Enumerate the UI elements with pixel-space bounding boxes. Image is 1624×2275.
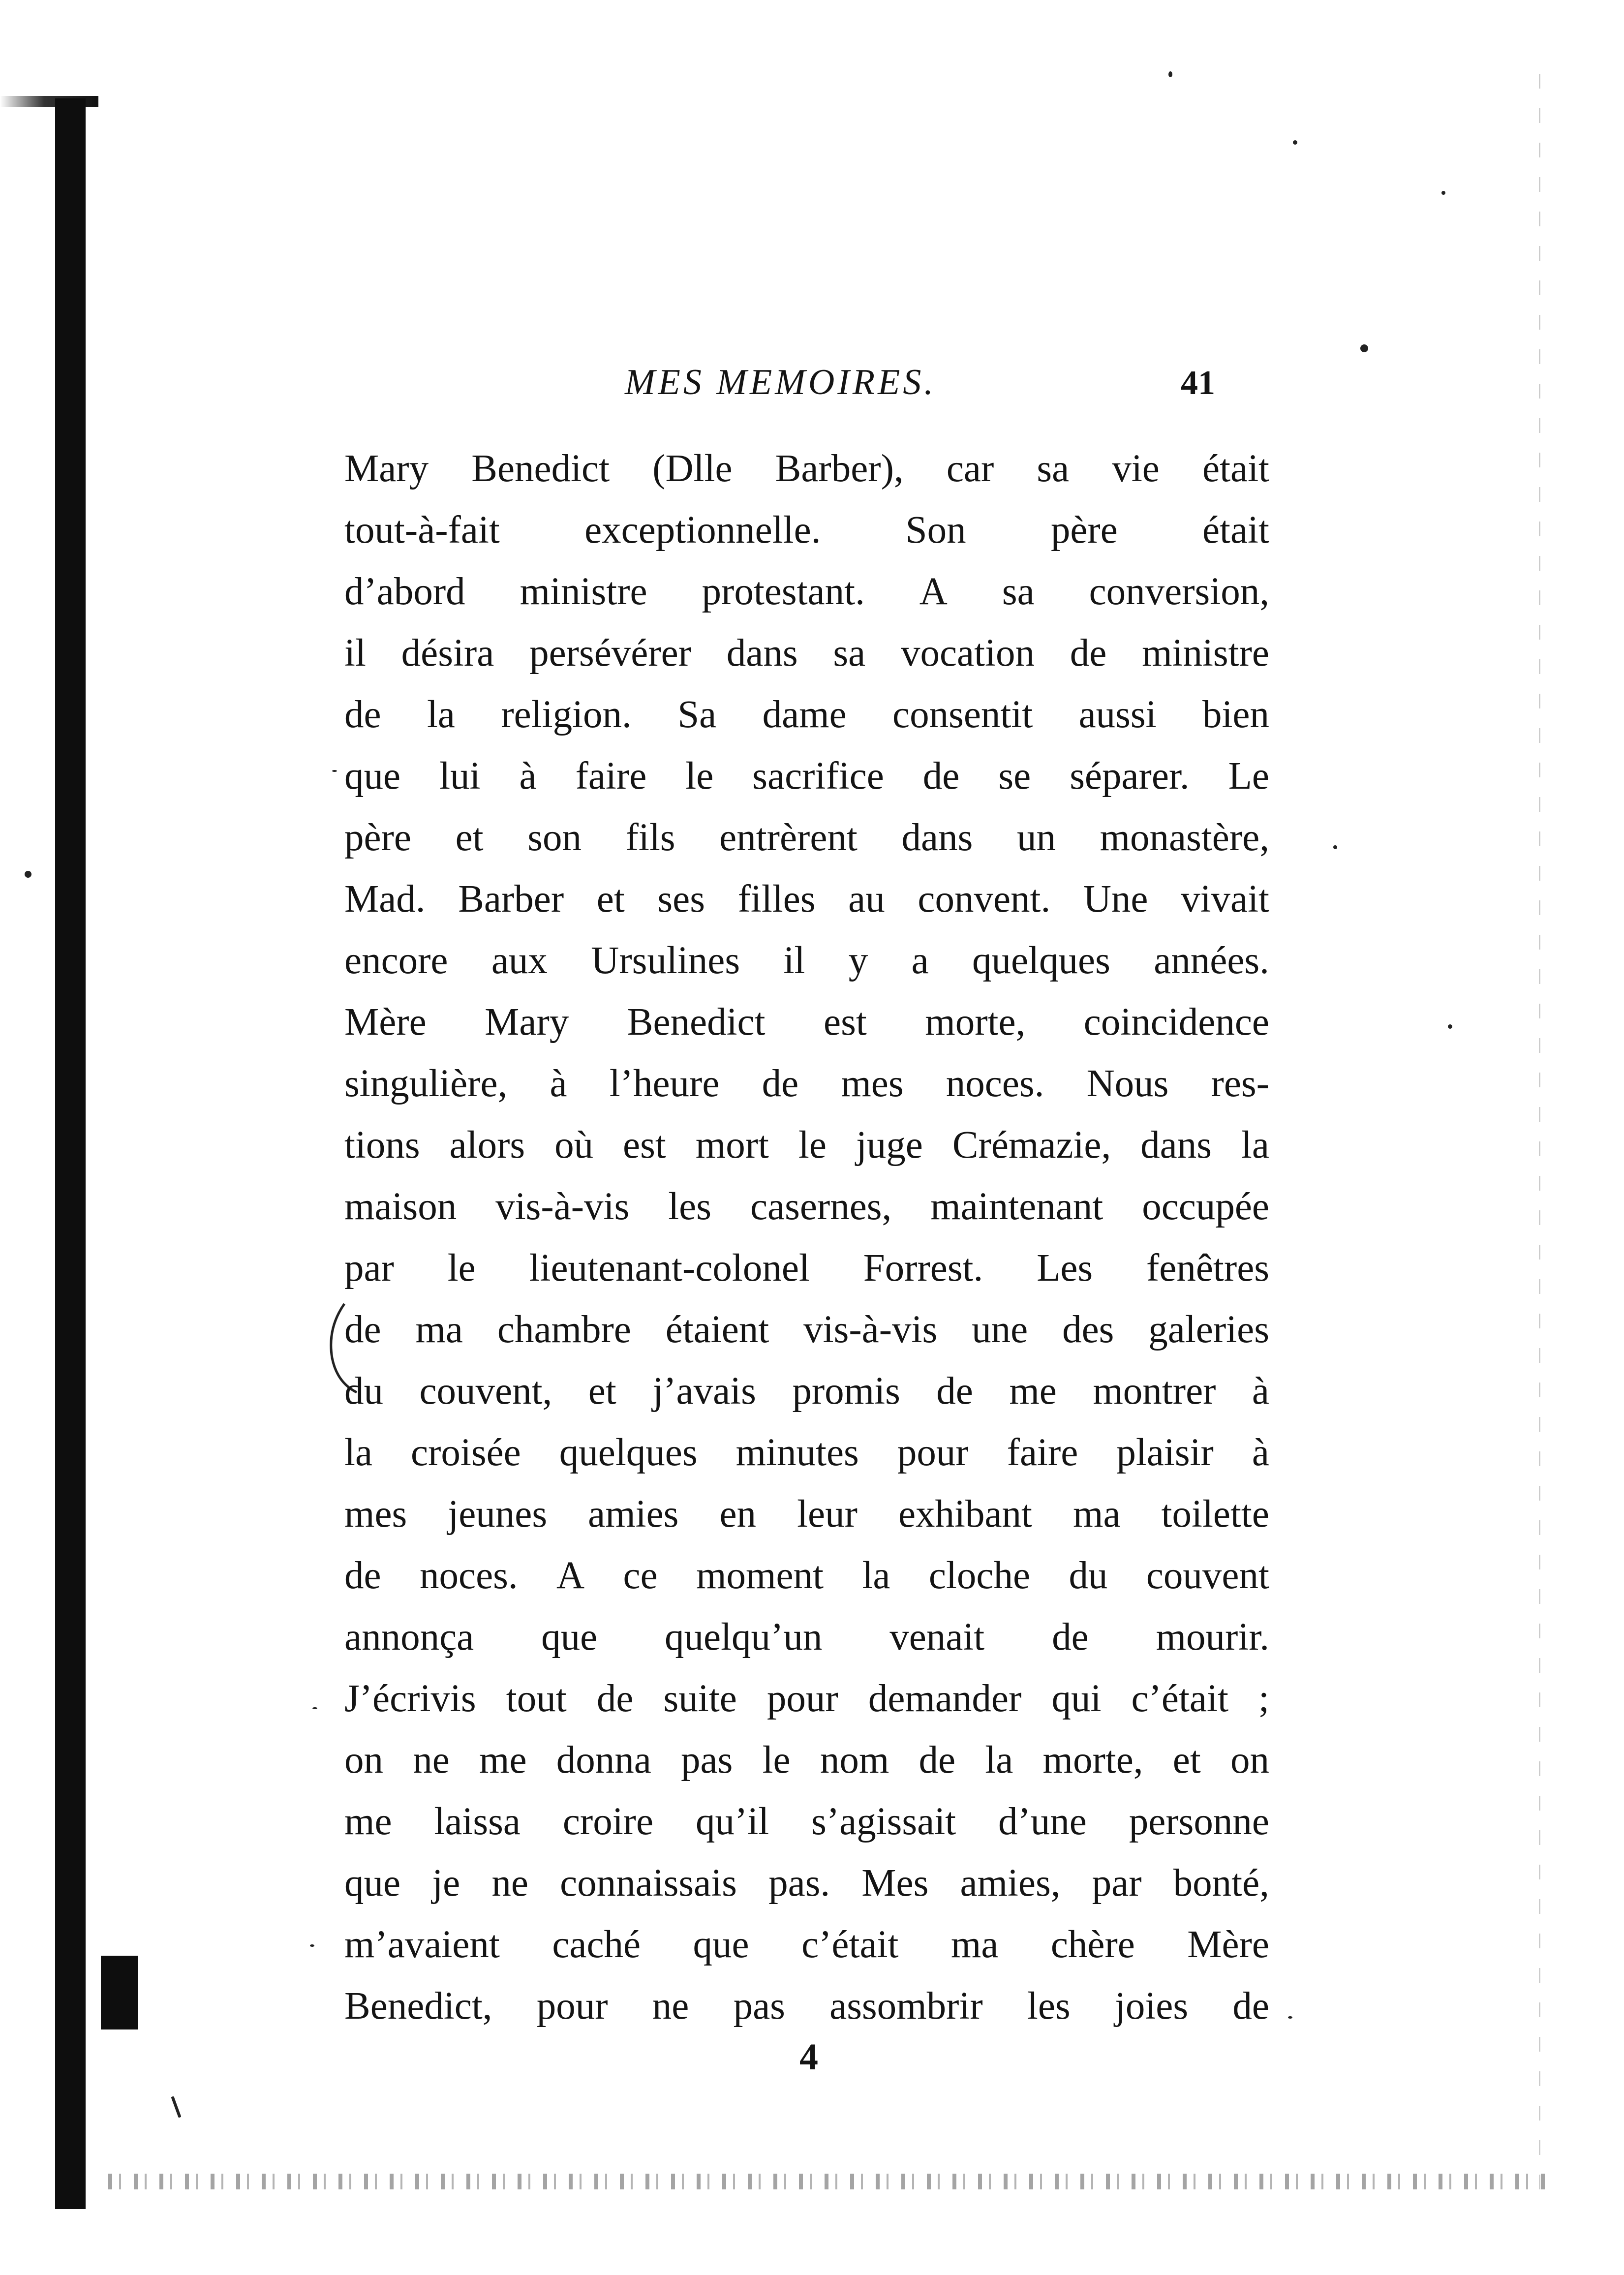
word: de <box>344 1554 381 1597</box>
scan-speck <box>1288 2016 1292 2019</box>
word: encore <box>344 939 448 982</box>
scan-speck <box>1441 191 1445 195</box>
word: était <box>1202 447 1269 490</box>
word: conversion, <box>1089 570 1269 613</box>
word: est <box>623 1124 666 1167</box>
word: la <box>862 1554 890 1597</box>
text-line <box>344 561 1269 622</box>
text-line <box>344 1422 1269 1483</box>
word: la <box>985 1739 1013 1782</box>
word: où <box>554 1124 594 1167</box>
word: pas <box>733 1985 785 2028</box>
word: aussi <box>1078 693 1157 736</box>
word: les <box>1027 1985 1071 2028</box>
word: le <box>798 1124 827 1167</box>
word: que <box>693 1923 749 1966</box>
word: quelqu’un <box>665 1616 823 1659</box>
word: occupée <box>1142 1185 1269 1228</box>
word: ne <box>413 1739 450 1782</box>
word: me <box>344 1800 392 1843</box>
word: père <box>1050 509 1118 552</box>
word: vis-à-vis <box>495 1185 630 1228</box>
word: ne <box>652 1985 689 2028</box>
page-number: 41 <box>1181 364 1215 402</box>
scan-speck <box>1333 845 1337 849</box>
word: de <box>1052 1616 1089 1659</box>
word: pour <box>766 1677 838 1720</box>
scan-speck <box>310 1944 314 1947</box>
word: dame <box>762 693 847 736</box>
word: ne <box>491 1862 528 1905</box>
bottom-scan-noise <box>108 2174 1550 2189</box>
word: quelques <box>972 939 1110 982</box>
word: chère <box>1050 1923 1135 1966</box>
text-line <box>344 807 1269 868</box>
word: lieutenant-colonel <box>529 1247 810 1290</box>
word: Sa <box>677 693 717 736</box>
word: du <box>1069 1554 1108 1597</box>
word: montrer <box>1093 1370 1216 1413</box>
word: vie <box>1112 447 1160 490</box>
word: à <box>1252 1370 1269 1413</box>
word: faire <box>575 755 647 798</box>
text-line <box>344 930 1269 991</box>
word: sa <box>833 632 866 675</box>
word: des <box>1062 1308 1114 1351</box>
word: on <box>1230 1739 1269 1782</box>
text-line <box>344 1176 1269 1237</box>
word: séparer. <box>1070 755 1190 798</box>
word: tions <box>344 1124 420 1167</box>
word: Ursulines <box>591 939 740 982</box>
word: noces. <box>946 1062 1044 1105</box>
word: vivait <box>1181 878 1269 921</box>
text-line <box>344 745 1269 807</box>
text-line <box>344 622 1269 684</box>
word: exhibant <box>898 1493 1032 1536</box>
word: promis <box>792 1370 900 1413</box>
body-text <box>344 438 1269 2037</box>
word: en <box>719 1493 757 1536</box>
scan-speck <box>1448 1024 1452 1029</box>
word: il <box>344 632 366 675</box>
word: morte, <box>925 1001 1026 1044</box>
word: ma <box>950 1923 999 1966</box>
text-line <box>344 1237 1269 1299</box>
word: vis-à-vis <box>803 1308 938 1351</box>
text-line <box>344 1483 1269 1545</box>
word: se <box>998 755 1031 798</box>
word: à <box>1252 1431 1269 1474</box>
word: amies <box>588 1493 679 1536</box>
word: de <box>762 1062 799 1105</box>
word: donna <box>556 1739 651 1782</box>
word: galeries <box>1148 1308 1269 1351</box>
word: à <box>519 755 537 798</box>
word: ministre <box>520 570 647 613</box>
word: désira <box>401 632 494 675</box>
scan-speck <box>332 770 337 772</box>
word: maison <box>344 1185 457 1228</box>
word: noces. <box>420 1554 518 1597</box>
word: c’était <box>1131 1677 1228 1720</box>
word: Mère <box>344 1001 427 1044</box>
word: Benedict, <box>344 1985 492 2028</box>
word: que <box>344 755 401 798</box>
word: me <box>1009 1370 1057 1413</box>
word: du <box>344 1370 383 1413</box>
word: et <box>588 1370 616 1413</box>
word: que <box>344 1862 401 1905</box>
word: ce <box>623 1554 658 1597</box>
word: res- <box>1211 1062 1269 1105</box>
word: fenêtres <box>1146 1247 1269 1290</box>
word: pas. <box>768 1862 830 1905</box>
word: moment <box>696 1554 824 1597</box>
word: père <box>344 816 411 859</box>
word: Mère <box>1187 1923 1269 1966</box>
word: maintenant <box>930 1185 1103 1228</box>
word: lui <box>439 755 481 798</box>
word: personne <box>1129 1800 1269 1843</box>
scan-speck <box>1168 71 1172 77</box>
word: nom <box>820 1739 889 1782</box>
word: ma <box>415 1308 463 1351</box>
word: une <box>972 1308 1028 1351</box>
word: demander <box>868 1677 1022 1720</box>
word: sa <box>1002 570 1035 613</box>
word: joies <box>1114 1985 1189 2028</box>
word: un <box>1016 816 1056 859</box>
word: était <box>1202 509 1269 552</box>
scan-speck <box>1293 140 1297 145</box>
text-line <box>344 1852 1269 1914</box>
word: couvent, <box>419 1370 552 1413</box>
word: sa <box>1037 447 1070 490</box>
scan-speck <box>1360 344 1368 352</box>
word: bonté, <box>1173 1862 1269 1905</box>
word: dans <box>901 816 973 859</box>
word: Barber), <box>775 447 904 490</box>
word: Son <box>905 509 966 552</box>
text-line <box>344 438 1269 499</box>
word: mort <box>695 1124 769 1167</box>
word: me <box>479 1739 527 1782</box>
word: la <box>1241 1124 1269 1167</box>
binding-edge <box>55 98 86 2209</box>
word: pour <box>536 1985 608 2028</box>
word: les <box>668 1185 711 1228</box>
word: Barber <box>458 878 564 921</box>
text-line <box>344 1975 1269 2037</box>
word: mes <box>841 1062 904 1105</box>
word: Benedict <box>627 1001 766 1044</box>
word: annonça <box>344 1616 474 1659</box>
text-line <box>344 991 1269 1053</box>
word: faire <box>1007 1431 1078 1474</box>
text-line <box>344 1053 1269 1114</box>
word: suite <box>663 1677 737 1720</box>
word: aux <box>491 939 548 982</box>
word: je <box>432 1862 460 1905</box>
word: quelques <box>559 1431 698 1474</box>
word: de <box>344 693 381 736</box>
word: de <box>919 1739 956 1782</box>
word: de <box>596 1677 634 1720</box>
scan-speck <box>25 871 31 878</box>
word: plaisir <box>1116 1431 1214 1474</box>
running-head-title: MES MEMOIRES. <box>625 362 936 402</box>
word: son <box>527 816 582 859</box>
word: mourir. <box>1156 1616 1269 1659</box>
scan-speck <box>171 2096 181 2118</box>
word: fils <box>625 816 675 859</box>
word: par <box>344 1247 394 1290</box>
word: cloche <box>928 1554 1031 1597</box>
word: entrèrent <box>719 816 858 859</box>
text-line <box>344 1545 1269 1606</box>
word: étaient <box>665 1308 769 1351</box>
word: l’heure <box>609 1062 720 1105</box>
word: juge <box>856 1124 923 1167</box>
word: alors <box>449 1124 525 1167</box>
word: singulière, <box>344 1062 508 1105</box>
word: ; <box>1258 1677 1269 1720</box>
word: pour <box>897 1431 969 1474</box>
word: qui <box>1051 1677 1102 1720</box>
word: s’agissait <box>811 1800 956 1843</box>
word: tout <box>506 1677 567 1720</box>
word: (Dlle <box>652 447 733 490</box>
word: j’avais <box>652 1370 756 1413</box>
word: leur <box>797 1493 858 1536</box>
word: persévérer <box>529 632 692 675</box>
word: Mad. <box>344 878 426 921</box>
word: Le <box>1228 755 1269 798</box>
text-line <box>344 1299 1269 1360</box>
word: dans <box>1140 1124 1212 1167</box>
text-line <box>344 499 1269 561</box>
word: Mary <box>344 447 429 490</box>
word: qu’il <box>695 1800 769 1843</box>
word: jeunes <box>448 1493 548 1536</box>
word: Crémazie, <box>952 1124 1111 1167</box>
word: que <box>541 1616 598 1659</box>
word: A <box>919 570 948 613</box>
word: J’écrivis <box>344 1677 476 1720</box>
page-right-edge <box>1539 74 1540 2189</box>
word: car <box>946 447 994 490</box>
word: Les <box>1037 1247 1093 1290</box>
word: Nous <box>1086 1062 1169 1105</box>
word: m’avaient <box>344 1923 500 1966</box>
word: ses <box>657 878 705 921</box>
word: pas <box>681 1739 733 1782</box>
word: et <box>596 878 625 921</box>
text-line <box>344 868 1269 930</box>
signature-mark: 4 <box>799 2036 818 2078</box>
text-line <box>344 1668 1269 1729</box>
word: minutes <box>735 1431 859 1474</box>
text-line <box>344 1114 1269 1176</box>
word: dans <box>726 632 798 675</box>
word: convent. <box>918 878 1051 921</box>
word: c’était <box>801 1923 899 1966</box>
word: on <box>344 1739 383 1782</box>
word: le <box>685 755 714 798</box>
word: Mary <box>485 1001 569 1044</box>
word: filles <box>737 878 816 921</box>
word: Forrest. <box>863 1247 983 1290</box>
word: mes <box>344 1493 407 1536</box>
word: coincidence <box>1083 1001 1269 1044</box>
text-line <box>344 1360 1269 1422</box>
word: croisée <box>411 1431 521 1474</box>
word: Une <box>1083 878 1148 921</box>
word: de <box>1070 632 1107 675</box>
word: protestant. <box>702 570 865 613</box>
word: est <box>824 1001 867 1044</box>
text-line <box>344 1914 1269 1975</box>
word: la <box>427 693 455 736</box>
word: par <box>1092 1862 1142 1905</box>
word: couvent <box>1146 1554 1269 1597</box>
text-line <box>344 1606 1269 1668</box>
word: croire <box>562 1800 654 1843</box>
word: Mes <box>861 1862 929 1905</box>
word: exceptionnelle. <box>584 509 821 552</box>
word: de <box>922 755 960 798</box>
word: d’une <box>998 1800 1087 1843</box>
word: de <box>1232 1985 1269 2028</box>
word: il <box>783 939 805 982</box>
word: amies, <box>960 1862 1061 1905</box>
word: ma <box>1073 1493 1121 1536</box>
word: monastère, <box>1100 816 1269 859</box>
word: venait <box>889 1616 985 1659</box>
word: sacrifice <box>752 755 884 798</box>
word: de <box>344 1308 381 1351</box>
word: et <box>455 816 484 859</box>
word: a <box>911 939 929 982</box>
word: le <box>762 1739 791 1782</box>
word: toilette <box>1161 1493 1269 1536</box>
word: tout-à-fait <box>344 509 500 552</box>
word: laissa <box>434 1800 521 1843</box>
word: au <box>848 878 885 921</box>
word: de <box>936 1370 973 1413</box>
word: casernes, <box>750 1185 892 1228</box>
word: ministre <box>1142 632 1269 675</box>
word: vocation <box>900 632 1035 675</box>
text-line <box>344 1791 1269 1852</box>
word: bien <box>1202 693 1269 736</box>
word: d’abord <box>344 570 465 613</box>
word: Benedict <box>471 447 610 490</box>
word: à <box>550 1062 567 1105</box>
text-line <box>344 684 1269 745</box>
running-head <box>344 362 1279 416</box>
word: chambre <box>497 1308 631 1351</box>
scan-speck <box>312 1707 317 1709</box>
word: et <box>1172 1739 1201 1782</box>
word: religion. <box>501 693 632 736</box>
word: la <box>344 1431 373 1474</box>
word: A <box>556 1554 585 1597</box>
word: assombrir <box>829 1985 983 2028</box>
word: consentit <box>892 693 1033 736</box>
word: connaissais <box>560 1862 737 1905</box>
word: années. <box>1154 939 1269 982</box>
word: le <box>447 1247 476 1290</box>
word: y <box>848 939 868 982</box>
word: caché <box>552 1923 641 1966</box>
binding-clamp <box>101 1956 138 2029</box>
word: morte, <box>1042 1739 1143 1782</box>
text-line <box>344 1729 1269 1791</box>
